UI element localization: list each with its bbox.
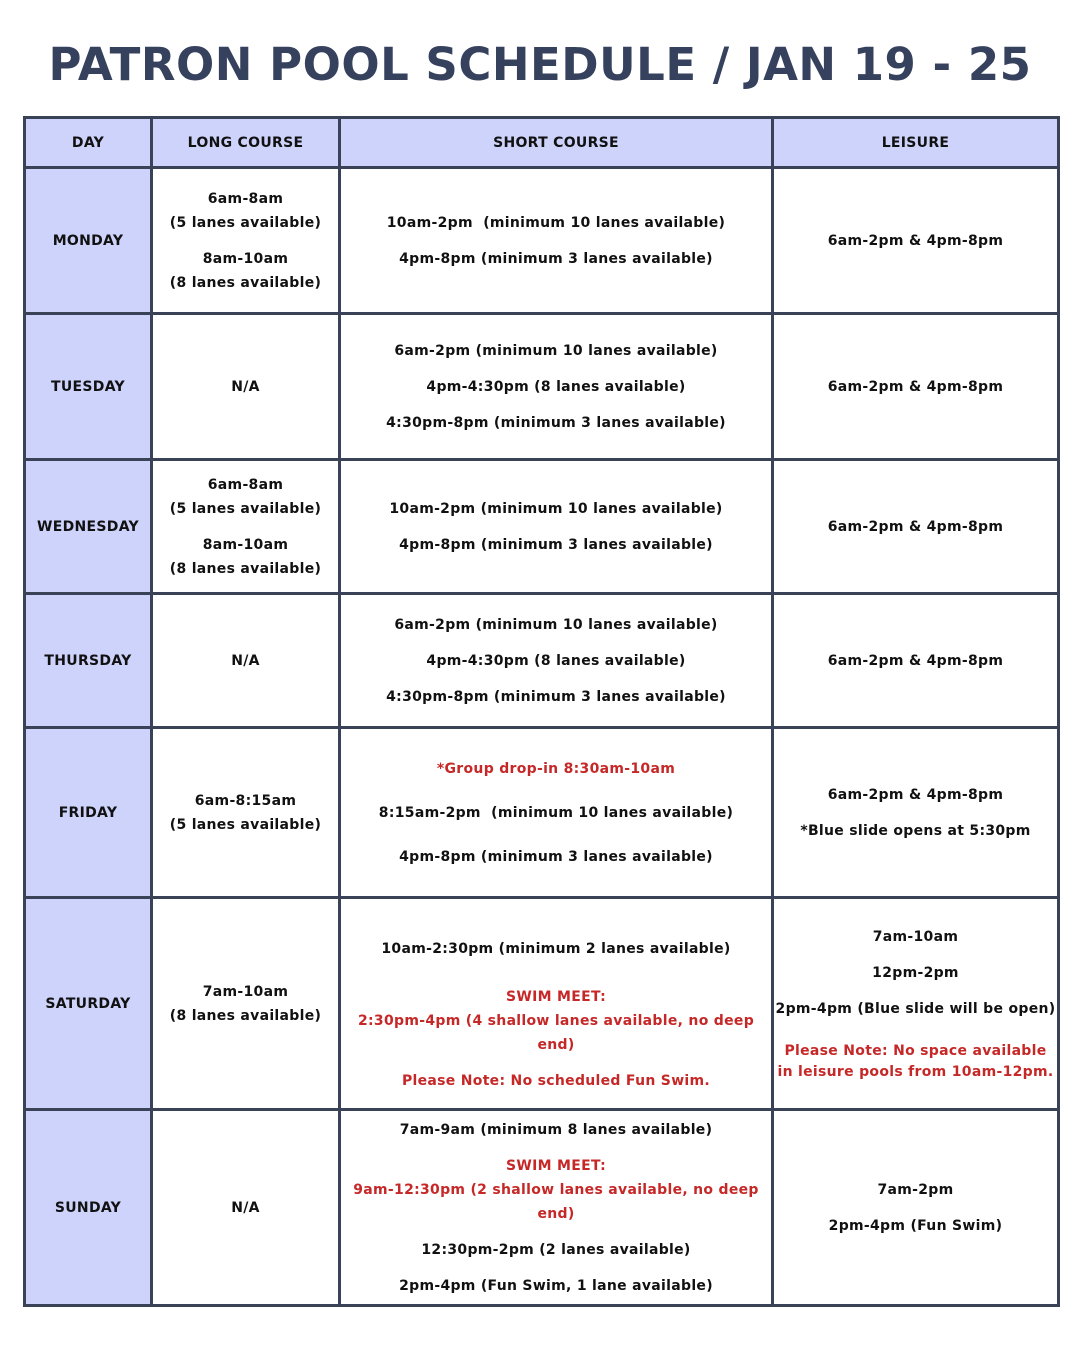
short-course-cell: [340, 594, 773, 728]
short-course-cell: [340, 728, 773, 898]
leisure-cell: [773, 728, 1059, 898]
long-slot: (8 lanes available): [169, 1007, 322, 1024]
swim-meet-slot: 2:30pm-4pm (4 shallow lanes available, no deep end): [357, 1012, 755, 1053]
short-slot: 4pm-8pm (minimum 3 lanes available): [399, 848, 713, 865]
long-slot: (8 lanes available): [169, 274, 322, 291]
leisure-cell: [773, 898, 1059, 1110]
short-slot: 4pm-8pm (minimum 3 lanes available): [399, 536, 713, 553]
leisure-slot: 6am-2pm & 4pm-8pm: [827, 378, 1004, 395]
leisure-slot: 6am-2pm & 4pm-8pm: [827, 786, 1004, 803]
long-slot: N/A: [231, 378, 260, 395]
leisure-slot: 12pm-2pm: [872, 964, 959, 981]
long-slot: (5 lanes available): [169, 816, 322, 833]
short-slot: 4pm-4:30pm (8 lanes available): [426, 378, 686, 395]
short-course-cell: [340, 314, 773, 460]
header-long-course: LONG COURSE: [152, 118, 340, 168]
short-slot: 10am-2:30pm (minimum 2 lanes available): [381, 940, 731, 957]
table-row: [25, 594, 1059, 728]
leisure-cell: [773, 314, 1059, 460]
leisure-slot: 2pm-4pm (Fun Swim): [828, 1217, 1003, 1234]
day-cell: WEDNESDAY: [25, 460, 152, 594]
short-slot: 4pm-8pm (minimum 3 lanes available): [399, 250, 713, 267]
short-course-cell: [340, 1110, 773, 1306]
long-slot: N/A: [231, 1199, 260, 1216]
short-slot: 6am-2pm (minimum 10 lanes available): [394, 616, 718, 633]
page-title: PATRON POOL SCHEDULE / JAN 19 - 25: [48, 38, 1032, 91]
header-leisure: LEISURE: [773, 118, 1059, 168]
short-slot: 6am-2pm (minimum 10 lanes available): [394, 342, 718, 359]
long-course-cell: [152, 1110, 340, 1306]
long-course-cell: [152, 314, 340, 460]
table-row: [25, 460, 1059, 594]
long-slot: (5 lanes available): [169, 214, 322, 231]
day-cell: FRIDAY: [25, 728, 152, 898]
long-course-cell: [152, 168, 340, 314]
long-slot: (8 lanes available): [169, 560, 322, 577]
leisure-note: Please Note: No space available: [784, 1042, 1047, 1059]
swim-meet-label: SWIM MEET:: [506, 1157, 606, 1174]
long-slot: 8am-10am: [202, 250, 289, 267]
group-drop-in-note: *Group drop-in 8:30am-10am: [436, 760, 676, 777]
short-slot: 8:15am-2pm (minimum 10 lanes available): [378, 804, 734, 821]
leisure-slot: 6am-2pm & 4pm-8pm: [827, 518, 1004, 535]
leisure-cell: [773, 460, 1059, 594]
table-row: [25, 898, 1059, 1110]
table-row: [25, 168, 1059, 314]
leisure-slot: 7am-2pm: [877, 1181, 954, 1198]
leisure-note: in leisure pools from 10am-12pm.: [777, 1063, 1054, 1080]
long-slot: 7am-10am: [202, 983, 289, 1000]
long-slot: 6am-8am: [207, 476, 284, 493]
short-course-cell: [340, 168, 773, 314]
table-row: [25, 1110, 1059, 1306]
short-slot: 4pm-4:30pm (8 lanes available): [426, 652, 686, 669]
long-course-cell: [152, 594, 340, 728]
long-course-cell: [152, 898, 340, 1110]
table-row: [25, 314, 1059, 460]
header-short-course: SHORT COURSE: [340, 118, 773, 168]
leisure-note: *Blue slide opens at 5:30pm: [800, 822, 1031, 839]
leisure-cell: [773, 1110, 1059, 1306]
leisure-cell: [773, 168, 1059, 314]
short-course-cell: [340, 460, 773, 594]
fun-swim-note: Please Note: No scheduled Fun Swim.: [401, 1072, 711, 1089]
long-course-cell: [152, 728, 340, 898]
table-row: [25, 728, 1059, 898]
day-cell: TUESDAY: [25, 314, 152, 460]
short-slot: 2pm-4pm (Fun Swim, 1 lane available): [399, 1277, 713, 1294]
short-course-cell: [340, 898, 773, 1110]
day-cell: MONDAY: [25, 168, 152, 314]
header-row: [25, 118, 1059, 168]
long-slot: 6am-8:15am: [194, 792, 297, 809]
leisure-slot: 6am-2pm & 4pm-8pm: [827, 652, 1004, 669]
short-slot: 10am-2pm (minimum 10 lanes available): [386, 214, 726, 231]
schedule-table: [23, 116, 1060, 1307]
leisure-slot: 7am-10am: [872, 928, 959, 945]
short-slot: 7am-9am (minimum 8 lanes available): [399, 1121, 713, 1138]
long-course-cell: [152, 460, 340, 594]
leisure-slot: 2pm-4pm (Blue slide will be open): [775, 1000, 1056, 1017]
day-cell: THURSDAY: [25, 594, 152, 728]
swim-meet-label: SWIM MEET:: [506, 988, 606, 1005]
short-slot: 12:30pm-2pm (2 lanes available): [421, 1241, 691, 1258]
short-slot: 4:30pm-8pm (minimum 3 lanes available): [386, 414, 726, 431]
long-slot: (5 lanes available): [169, 500, 322, 517]
header-day: DAY: [25, 118, 152, 168]
day-cell: SUNDAY: [25, 1110, 152, 1306]
day-cell: SATURDAY: [25, 898, 152, 1110]
leisure-cell: [773, 594, 1059, 728]
long-slot: 8am-10am: [202, 536, 289, 553]
swim-meet-slot: 9am-12:30pm (2 shallow lanes available, no deep end): [353, 1181, 759, 1222]
long-slot: N/A: [231, 652, 260, 669]
short-slot: 10am-2pm (minimum 10 lanes available): [389, 500, 723, 517]
leisure-slot: 6am-2pm & 4pm-8pm: [827, 232, 1004, 249]
long-slot: 6am-8am: [207, 190, 284, 207]
short-slot: 4:30pm-8pm (minimum 3 lanes available): [386, 688, 726, 705]
